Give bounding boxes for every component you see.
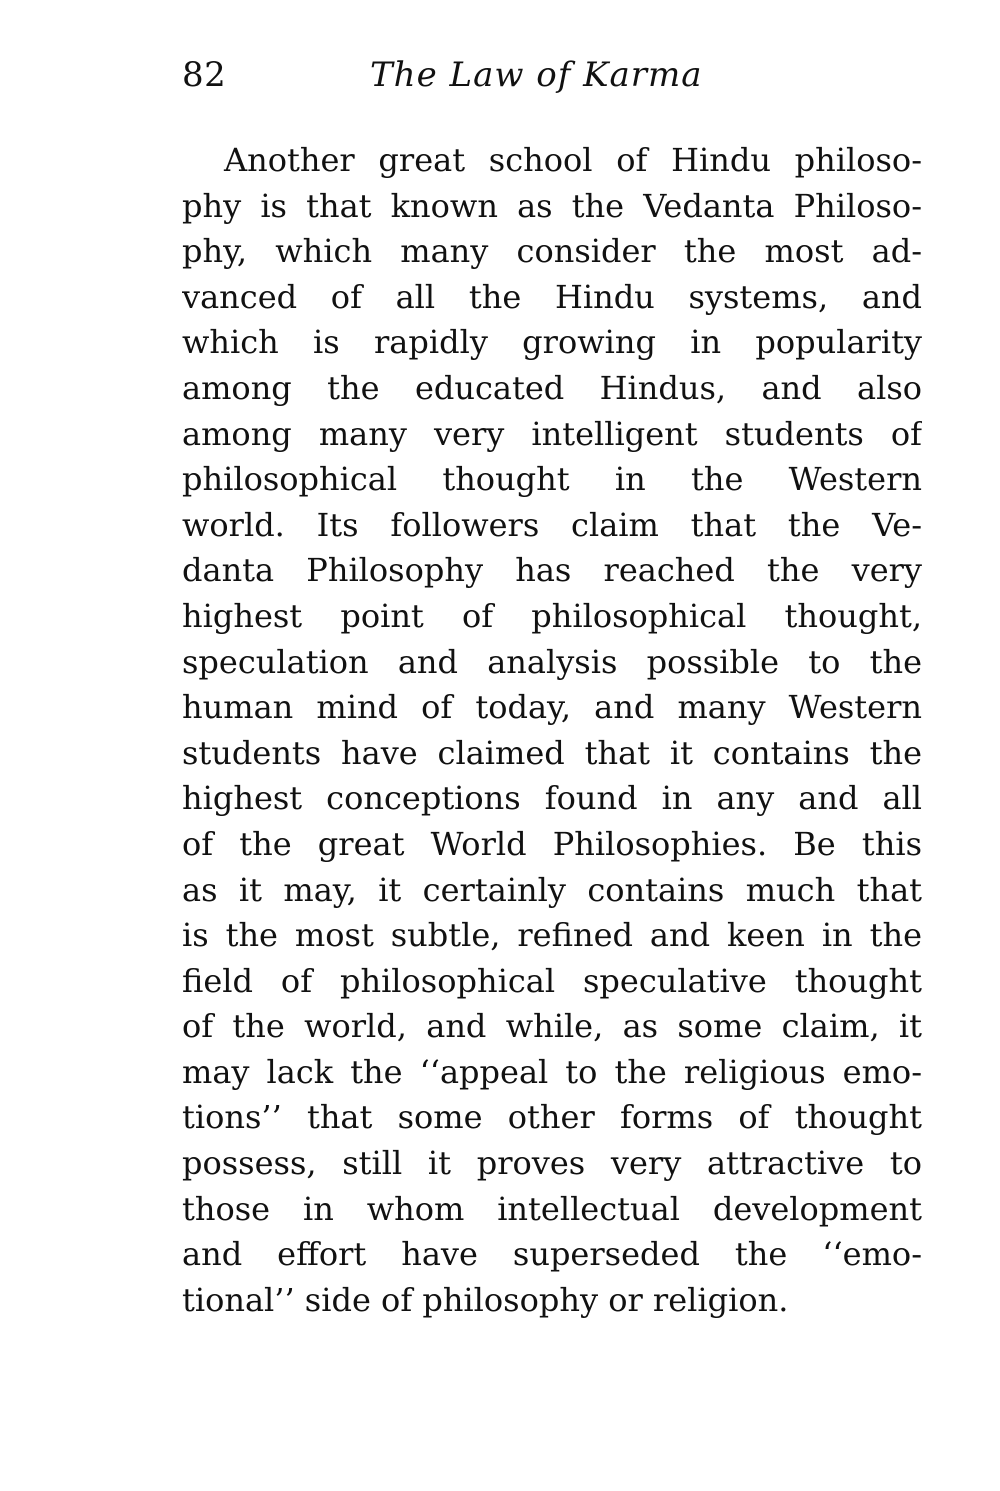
paragraph-line: of the world, and while, as some claim, it (182, 1007, 922, 1046)
paragraph-line: danta Philosophy has reached the very (182, 551, 922, 590)
paragraph-line: among the educated Hindus, and also (182, 368, 922, 407)
paragraph-line: highest conceptions found in any and all (182, 779, 922, 818)
paragraph-line: those in whom intellectual development (182, 1189, 922, 1228)
paragraph-line: philosophical thought in the Western (182, 460, 922, 499)
paragraph-line: tions’’ that some other forms of thought (182, 1098, 922, 1137)
paragraph-line: phy, which many consider the most ad- (182, 232, 922, 271)
paragraph-line: possess, still it proves very attractive to (182, 1144, 922, 1183)
paragraph-line: human mind of today, and many Western (182, 688, 922, 727)
running-title: The Law of Karma (370, 55, 703, 95)
paragraph-line: which is rapidly growing in popularity (182, 323, 922, 362)
paragraph-line: of the great World Philosophies. Be this (182, 824, 922, 863)
paragraph-line: field of philosophical speculative thought (182, 961, 922, 1000)
paragraph-line: speculation and analysis possible to the (182, 642, 922, 681)
paragraph-line: Another great school of Hindu philoso- (224, 141, 922, 179)
paragraph-line: and effort have superseded the ‘‘emo- (182, 1235, 922, 1274)
paragraph-line: highest point of philosophical thought, (182, 596, 922, 635)
page-header (182, 52, 742, 102)
paragraph-line: vanced of all the Hindu systems, and (182, 277, 922, 316)
paragraph-line: phy is that known as the Vedanta Philoso- (182, 186, 922, 225)
paragraph-line: students have claimed that it contains the (182, 733, 922, 772)
paragraph-line: may lack the ‘‘appeal to the religious emo- (182, 1052, 922, 1091)
paragraph-line: is the most subtle, refined and keen in the (182, 916, 922, 955)
paragraph-line: as it may, it certainly contains much that (182, 870, 922, 909)
paragraph-line: tional’’ side of philosophy or religion. (182, 1280, 789, 1319)
body-paragraph (182, 138, 922, 1323)
paragraph-line: among many very intelligent students of (182, 414, 922, 453)
page-number: 82 (182, 55, 227, 95)
paragraph-line: world. Its followers claim that the Ve- (182, 505, 922, 544)
